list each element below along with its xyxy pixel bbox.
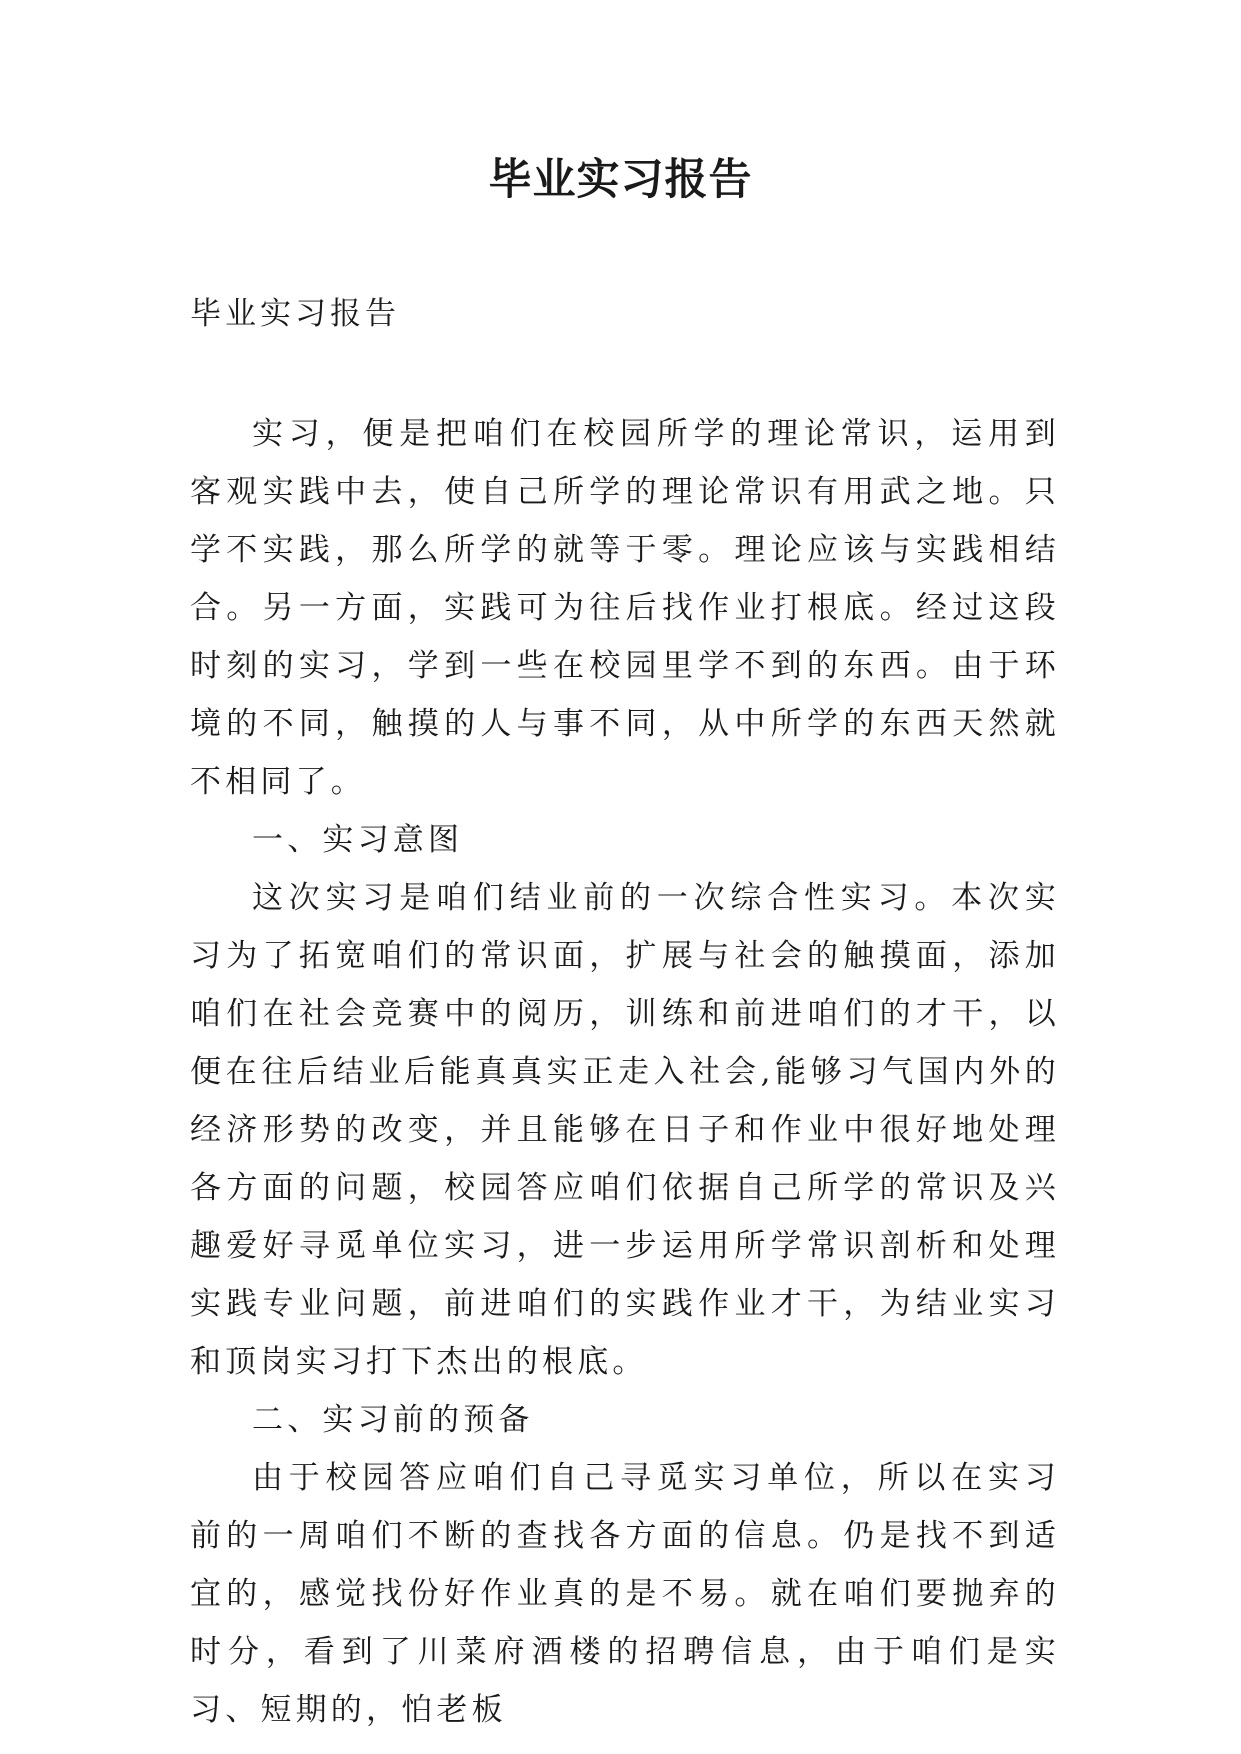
section-heading-preparation: 二、实习前的预备 — [252, 1402, 534, 1438]
document-subtitle: 毕业实习报告 — [190, 296, 400, 332]
document-title: 毕业实习报告 — [488, 155, 753, 205]
paragraph-preparation: 由于校园答应咱们自己寻觅实习单位，所以在实习前的一周咱们不断的查找各方面的信息。仍是找不到适宜的，感觉找份好作业真的是不易。就在咱们要抛弃的时分，看到了川菜府酒楼的招聘信息，由于咱们是实习、短期的，怕老板 — [190, 1460, 1060, 1728]
document-body — [190, 405, 1060, 1739]
paragraph-intro: 实习，便是把咱们在校园所学的理论常识，运用到客观实践中去，使自己所学的理论常识有用武之地。只学不实践，那么所学的就等于零。理论应该与实践相结合。另一方面，实践可为往后找作业打根底。经过这段时刻的实习，学到一些在校园里学不到的东西。由于环境的不同，触摸的人与事不同，从中所学的东西天然就不相同了。 — [190, 416, 1060, 800]
section-heading-purpose: 一、实习意图 — [252, 822, 464, 858]
paragraph-purpose: 这次实习是咱们结业前的一次综合性实习。本次实习为了拓宽咱们的常识面，扩展与社会的触摸面，添加咱们在社会竞赛中的阅历，训练和前进咱们的才干，以便在往后结业后能真真实正走入社会,能够习气国内外的经济形势的改变，并且能够在日子和作业中很好地处理各方面的问题，校园答应咱们依据自己所学的常识及兴趣爱好寻觅单位实习，进一步运用所学常识剖析和处理实践专业问题，前进咱们的实践作业才干，为结业实习和顶岗实习打下杰出的根底。 — [190, 880, 1060, 1380]
